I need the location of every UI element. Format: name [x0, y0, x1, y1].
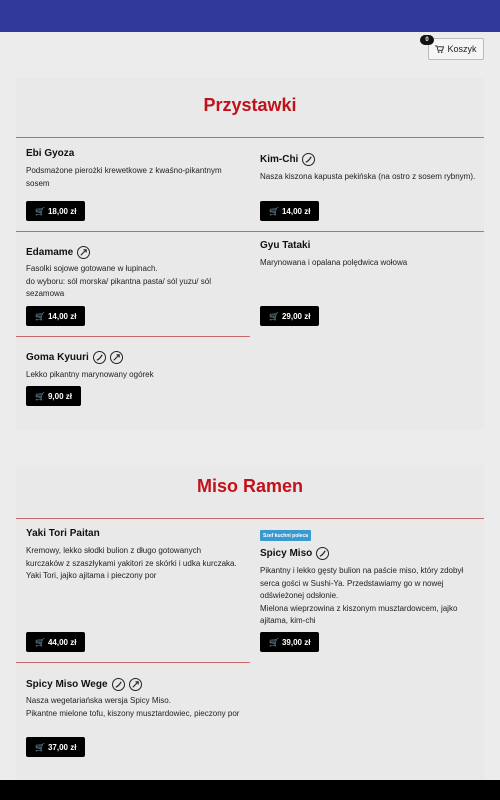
menu-item-name: Ebi Gyoza	[26, 148, 75, 159]
add-to-cart-button[interactable]: 🛒 37,00 zł	[26, 737, 85, 757]
item-divider	[16, 336, 250, 337]
cart-icon: 🛒	[35, 637, 45, 647]
item-divider	[16, 662, 250, 663]
item-divider	[250, 231, 484, 232]
top-navigation-bar	[0, 0, 500, 32]
menu-item-name: Kim-Chi	[260, 153, 315, 166]
section-title-miso-ramen: Miso Ramen	[196, 476, 304, 496]
spicy-icon	[112, 678, 125, 691]
vegan-icon	[129, 678, 142, 691]
spicy-icon	[93, 351, 106, 364]
section-divider	[16, 137, 484, 138]
section-divider	[16, 518, 484, 519]
cart-icon	[435, 45, 444, 53]
menu-item-name: Spicy Miso Wege	[26, 678, 142, 691]
cart-icon: 🛒	[35, 206, 45, 216]
cart-icon: 🛒	[269, 206, 279, 216]
add-to-cart-button[interactable]: 🛒 14,00 zł	[260, 201, 319, 221]
add-to-cart-button[interactable]: 🛒 9,00 zł	[26, 386, 81, 406]
spicy-icon	[302, 153, 315, 166]
cart-icon: 🛒	[269, 311, 279, 321]
item-divider	[16, 231, 250, 232]
cart-icon: 🛒	[35, 391, 45, 401]
menu-item-description: Kremowy, lekko słodki bulion z długo gotowanych kurczaków z szaszłykami yakitori ze skórki i udka kurczaka. Yaki Tori, jajko ajitama i pieczony por	[26, 546, 237, 580]
menu-item-description: Pikantny i lekko gęsty bulion na paście miso, który zdobył serca gości w Sushi-Ya. Przedstawiamy go w nowej odświeżonej odsłonie. Mielona wieprzowina z kiszonym musztardowcem, jajko ajitama, kim-chi	[260, 566, 464, 625]
menu-item-description: Podsmażone pierożki krewetkowe z kwaśno-pikantnym sosem	[26, 166, 222, 188]
menu-item-name: Yaki Tori Paitan	[26, 528, 100, 539]
add-to-cart-button[interactable]: 🛒 14,00 zł	[26, 306, 85, 326]
spicy-icon	[316, 547, 329, 560]
menu-item-description: Fasolki sojowe gotowane w łupinach. do wyboru: sól morska/ pikantna pasta/ sól yuzu/ sól sezamowa	[26, 264, 211, 298]
menu-item-description: Nasza kiszona kapusta pekińska (na ostro z sosem rybnym).	[260, 172, 476, 181]
menu-item-description: Nasza wegetariańska wersja Spicy Miso. Pikantne mielone tofu, kiszony musztardowiec, pieczony por	[26, 696, 240, 718]
menu-item-description: Lekko pikantny marynowany ogórek	[26, 370, 154, 379]
add-to-cart-button[interactable]: 🛒 39,00 zł	[260, 632, 319, 652]
cart-label: Koszyk	[447, 44, 477, 54]
bottom-bar	[0, 780, 500, 800]
section-title-przystawki: Przystawki	[203, 95, 297, 115]
menu-item-name: Gyu Tataki	[260, 240, 311, 251]
cart-icon: 🛒	[35, 311, 45, 321]
menu-item-name: Spicy Miso	[260, 547, 329, 560]
vegan-icon	[77, 246, 90, 259]
add-to-cart-button[interactable]: 🛒 29,00 zł	[260, 306, 319, 326]
menu-item-name: Goma Kyuuri	[26, 351, 123, 364]
cart-icon: 🛒	[35, 742, 45, 752]
menu-item-name: Edamame	[26, 246, 90, 259]
cart-count-badge: 0	[420, 35, 434, 45]
vegan-icon	[110, 351, 123, 364]
menu-item-description: Marynowana i opalana polędwica wołowa	[260, 258, 408, 267]
cart-icon: 🛒	[269, 637, 279, 647]
add-to-cart-button[interactable]: 🛒 44,00 zł	[26, 632, 85, 652]
cart-button[interactable]	[428, 38, 484, 60]
chef-recommends-badge: Szef kuchni poleca	[260, 530, 311, 541]
add-to-cart-button[interactable]: 🛒 18,00 zł	[26, 201, 85, 221]
